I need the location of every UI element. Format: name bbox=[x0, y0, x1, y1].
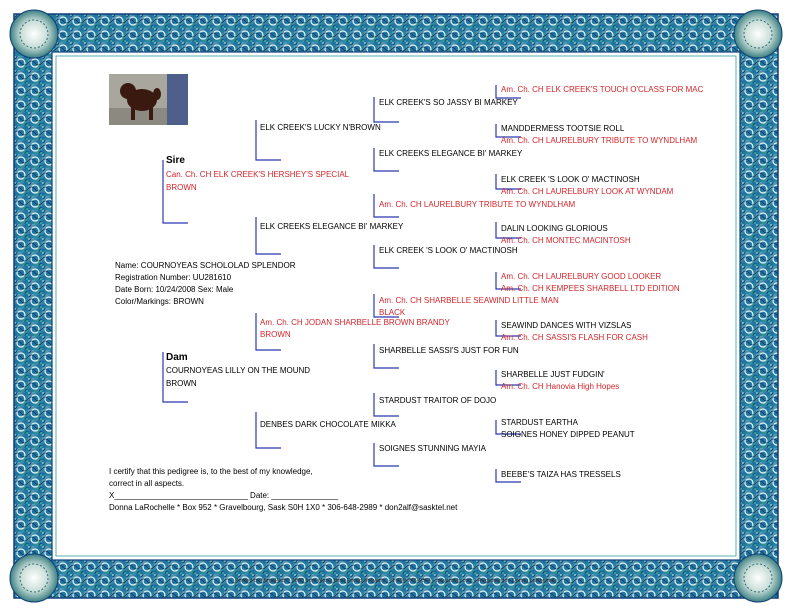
gen2-dam-sire-color: BROWN bbox=[260, 330, 291, 339]
gen2-dam-dam: DENBES DARK CHOCOLATE MIKKA bbox=[260, 420, 396, 429]
dam-label: Dam bbox=[166, 352, 188, 363]
sire-label: Sire bbox=[166, 155, 185, 166]
gen4-3: Am. Ch. CH LAURELBURY TRIBUTE TO WYNDLHAM bbox=[501, 136, 698, 145]
registration-number: Registration Number: UU281610 bbox=[115, 273, 232, 282]
gen3-4: ELK CREEK 'S LOOK O' MACTINOSH bbox=[379, 246, 518, 255]
gen4-10: SEAWIND DANCES WITH VIZSLAS bbox=[501, 321, 632, 330]
dam-color: BROWN bbox=[166, 379, 197, 388]
date-born-sex: Date Born: 10/24/2008 Sex: Male bbox=[115, 285, 234, 294]
gen2-sire-dam: ELK CREEKS ELEGANCE BI' MARKEY bbox=[260, 222, 404, 231]
signature-line: X______________________________ Date: _______________ bbox=[109, 491, 339, 500]
gen4-2: MANDDERMESS TOOTSIE ROLL bbox=[501, 124, 625, 133]
dog-name: Name: COURNOYEAS SCHOLOLAD SPLENDOR bbox=[115, 261, 296, 270]
gen4-1: Am. Ch. CH ELK CREEK'S TOUCH O'CLASS FOR MAC bbox=[501, 85, 704, 94]
gen3-5: Am. Ch. CH SHARBELLE SEAWIND LITTLE MAN bbox=[379, 296, 559, 305]
gen4-16: BEEBE'S TAIZA HAS TRESSELS bbox=[501, 470, 621, 479]
gen4-8: Am. Ch. CH LAURELBURY GOOD LOOKER bbox=[501, 272, 662, 281]
color-markings: Color/Markings: BROWN bbox=[115, 297, 204, 306]
gen3-5-color: BLACK bbox=[379, 308, 406, 317]
gen4-14: STARDUST EARTHA bbox=[501, 418, 578, 427]
gen4-11: Am. Ch. CH SASSI'S FLASH FOR CASH bbox=[501, 333, 648, 342]
gen4-6: DALIN LOOKING GLORIOUS bbox=[501, 224, 608, 233]
gen3-1: ELK CREEK'S SO JASSY BI MARKEY bbox=[379, 98, 518, 107]
gen4-4: ELK CREEK 'S LOOK O' MACTINOSH bbox=[501, 175, 640, 184]
gen4-15: SOIGNES HONEY DIPPED PEANUT bbox=[501, 430, 635, 439]
owner-contact: Donna LaRochelle * Box 952 * Gravelbourg, Sask S0H 1X0 * 306-648-2989 * don2alf@sasktel.net bbox=[109, 503, 458, 512]
sire-color: BROWN bbox=[166, 183, 197, 192]
gen3-8: SOIGNES STUNNING MAYIA bbox=[379, 444, 486, 453]
sire-name: Can. Ch. CH ELK CREEK'S HERSHEY'S SPECIAL bbox=[166, 170, 350, 179]
gen3-6: SHARBELLE SASSI'S JUST FOR FUN bbox=[379, 346, 519, 355]
gen3-2: ELK CREEKS ELEGANCE BI' MARKEY bbox=[379, 149, 523, 158]
gen3-3: Am. Ch. CH LAURELBURY TRIBUTE TO WYNDLHAM bbox=[379, 200, 576, 209]
gen2-sire-sire: ELK CREEK'S LUCKY N'BROWN bbox=[260, 123, 381, 132]
printed-by-footer: Printed by MegaPed™ 2008 from Man's Best Friend Software. - 1-800-746-9364 - www.mbfs.com - Registered to Donna LaRochelle bbox=[234, 578, 558, 584]
gen4-13: Am. Ch. CH Hanovia High Hopes bbox=[501, 382, 620, 391]
gen2-dam-sire: Am. Ch. CH JODAN SHARBELLE BROWN BRANDY bbox=[260, 318, 450, 327]
gen3-7: STARDUST TRAITOR OF DOJO bbox=[379, 396, 497, 405]
gen4-7: Am. Ch. CH MONTEC MACINTOSH bbox=[501, 236, 631, 245]
gen4-9: Am. Ch. CH KEMPEES SHARBELL LTD EDITION bbox=[501, 284, 680, 293]
certify-line-1: I certify that this pedigree is, to the best of my knowledge, bbox=[109, 467, 313, 476]
dog-photo bbox=[109, 74, 188, 125]
certify-line-2: correct in all aspects. bbox=[109, 479, 185, 488]
gen4-12: SHARBELLE JUST FUDGIN' bbox=[501, 370, 605, 379]
gen4-5: Am. Ch. CH LAURELBURY LOOK AT WYNDAM bbox=[501, 187, 674, 196]
dam-name: COURNOYEAS LILLY ON THE MOUND bbox=[166, 366, 311, 375]
